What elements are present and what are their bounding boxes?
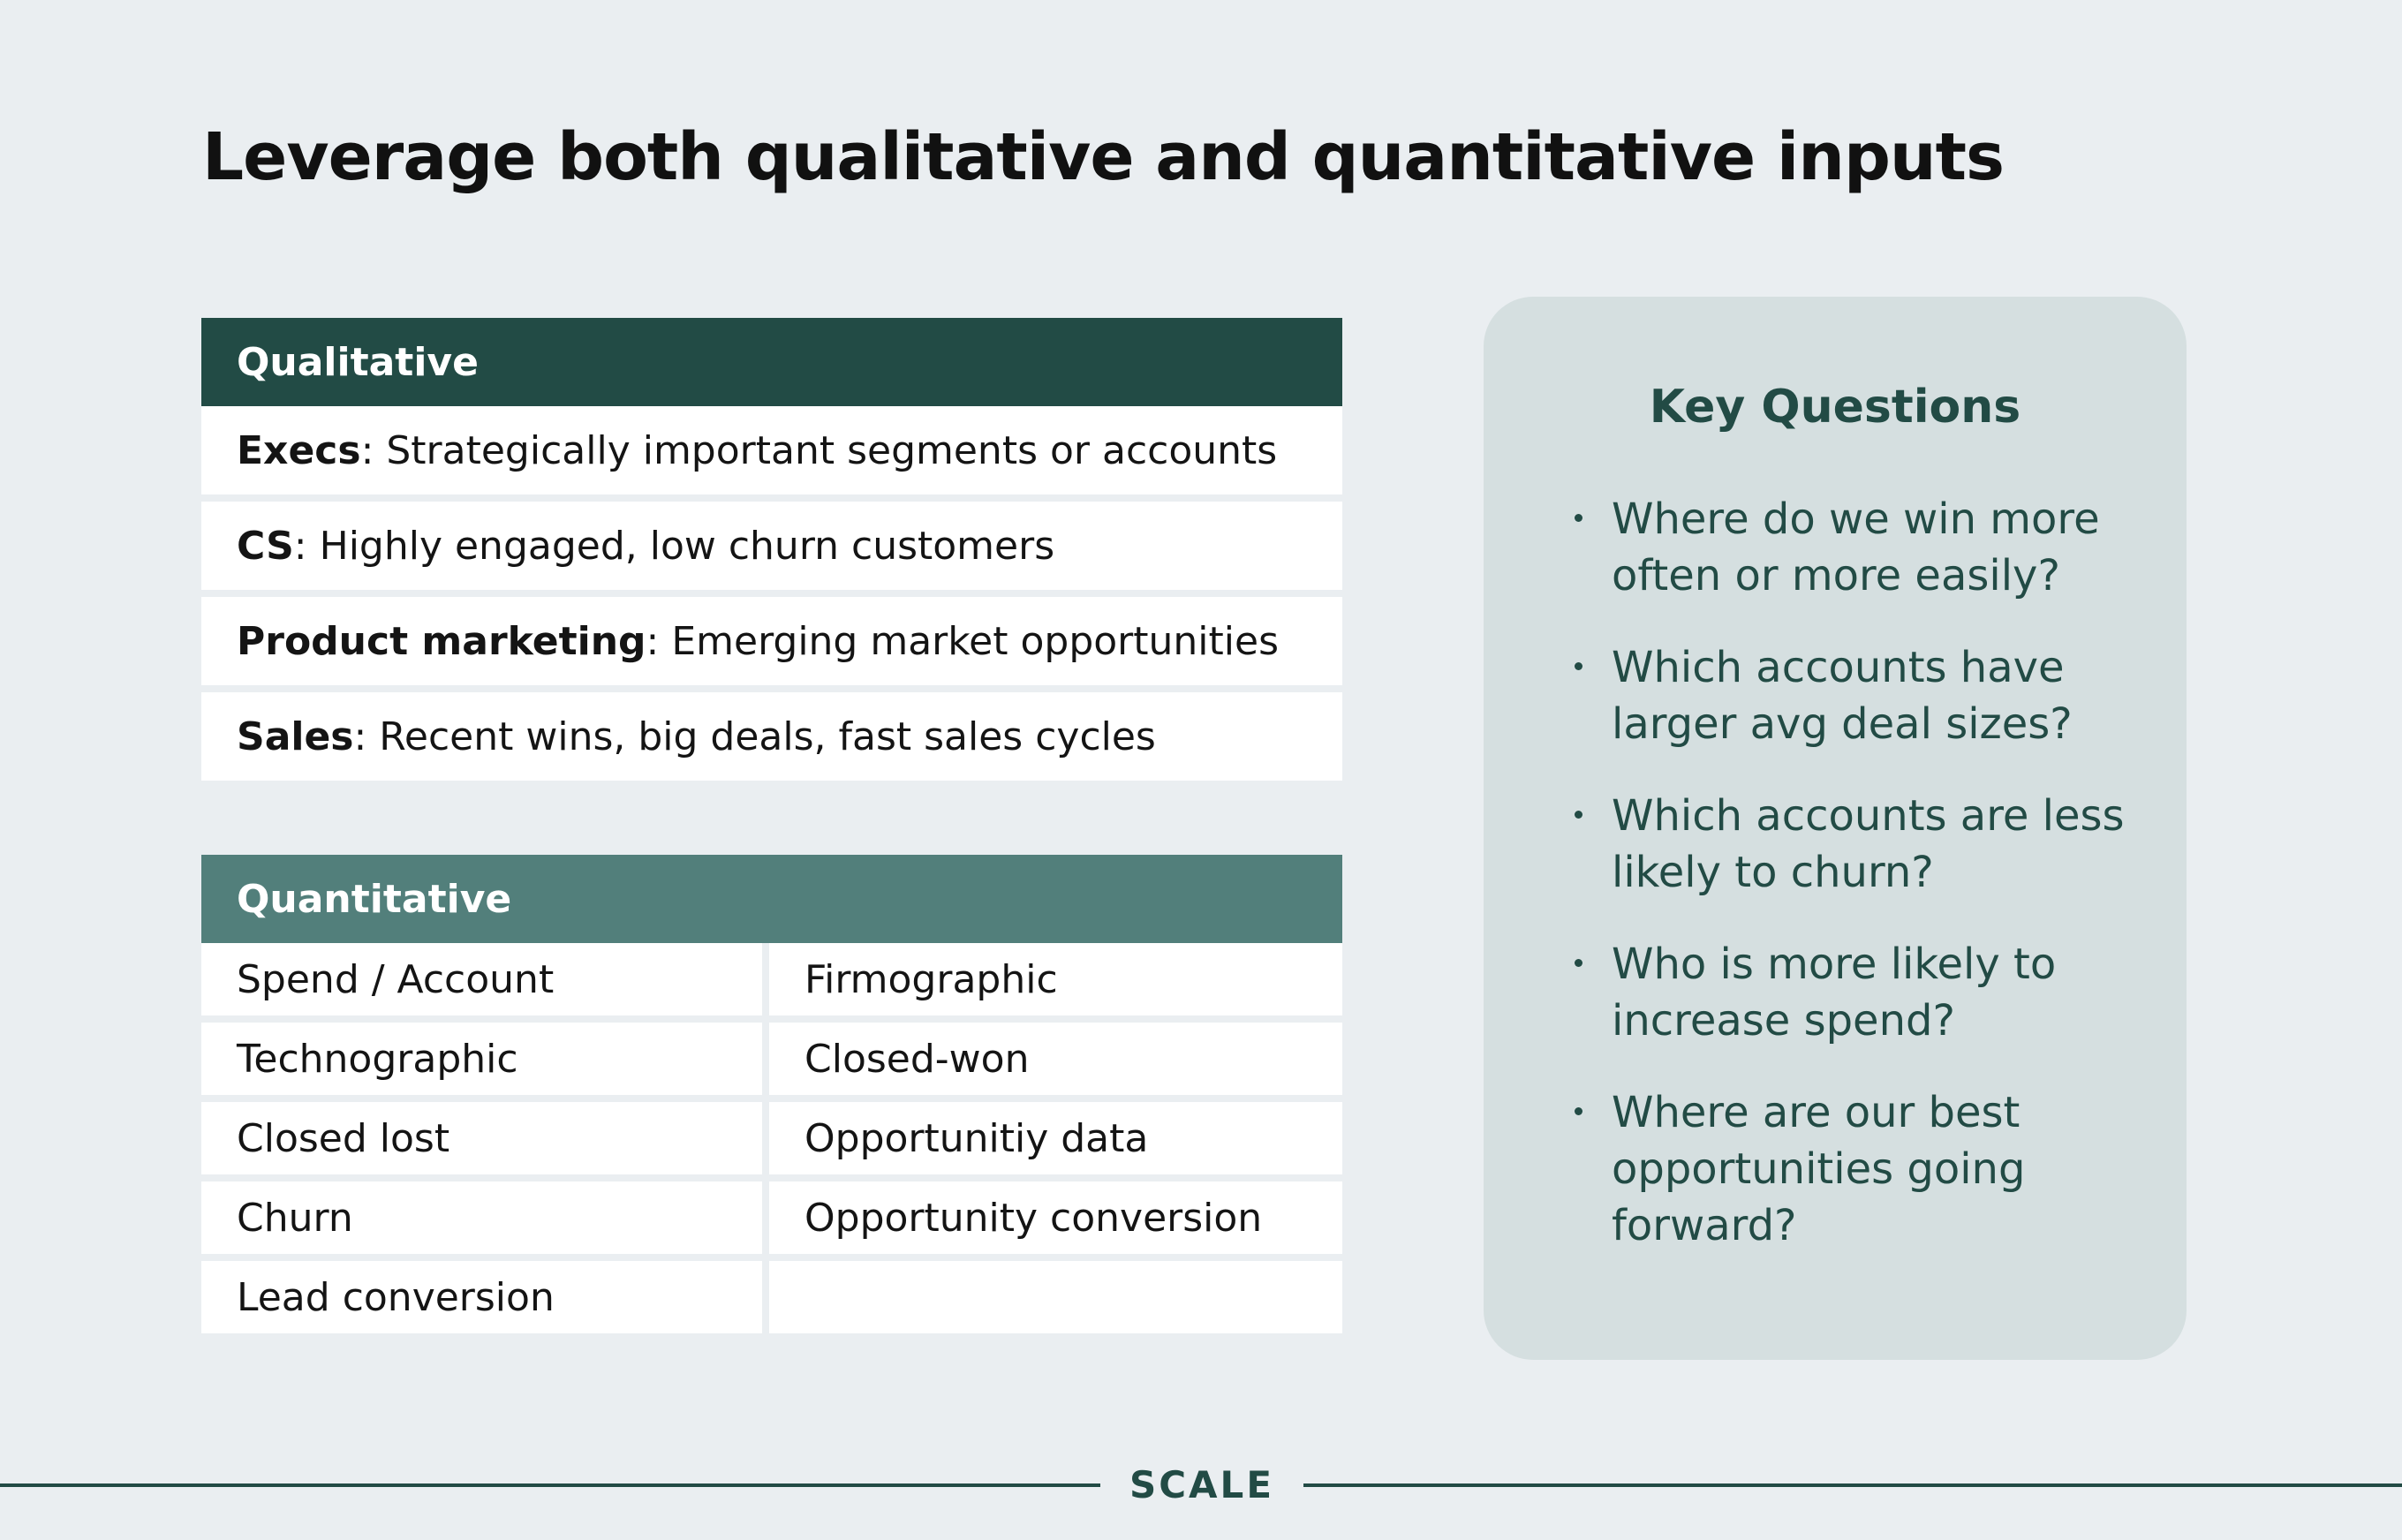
qualitative-row-text: : Recent wins, big deals, fast sales cycles [353,713,1156,759]
key-question-item: Which accounts have larger avg deal sizes? [1612,639,2159,752]
qualitative-row-product-marketing [201,597,1342,685]
quantitative-grid [201,943,1342,1333]
quantitative-header: Quantitative [201,855,1342,943]
qualitative-header: Qualitative [201,318,1342,406]
quantitative-cell: Opportunity conversion [769,1181,1342,1254]
quantitative-table [201,855,1342,1333]
qualitative-rows [201,406,1342,781]
key-question-item: Who is more likely to increase spend? [1612,936,2159,1049]
footer-divider-right [1303,1483,2402,1487]
quantitative-cell: Opportunitiy data [769,1102,1342,1174]
key-questions-title: Key Questions [1649,381,2021,434]
qualitative-table [201,318,1342,781]
quantitative-cell: Churn [201,1181,762,1254]
quantitative-cell: Firmographic [769,943,1342,1015]
key-questions-list [1612,491,2159,1289]
qualitative-row-cs [201,502,1342,590]
key-question-item: Where are our best opportunities going forward? [1612,1084,2159,1254]
qualitative-row-text: : Emerging market opportunities [646,618,1279,664]
key-question-item: Where do we win more often or more easily? [1612,491,2159,604]
qualitative-row-text: : Strategically important segments or accounts [360,427,1278,473]
qualitative-row-label: Product marketing [237,618,646,664]
quantitative-cell: Technographic [201,1023,762,1095]
page-title: Leverage both qualitative and quantitative inputs [202,119,2005,195]
quantitative-cell: Spend / Account [201,943,762,1015]
quantitative-cell-empty [769,1261,1342,1333]
quantitative-cell: Closed-won [769,1023,1342,1095]
qualitative-row-label: Sales [237,713,354,759]
key-question-item: Which accounts are less likely to churn? [1612,788,2159,901]
qualitative-row-execs [201,406,1342,494]
qualitative-row-label: CS [237,523,294,569]
footer-divider-left [0,1483,1100,1487]
quantitative-cell: Closed lost [201,1102,762,1174]
quantitative-cell: Lead conversion [201,1261,762,1333]
qualitative-row-label: Execs [237,427,361,473]
qualitative-row-sales [201,692,1342,781]
key-questions-panel [1484,297,2187,1360]
qualitative-row-text: : Highly engaged, low churn customers [293,523,1055,569]
footer-logo: SCALE [1129,1463,1275,1506]
